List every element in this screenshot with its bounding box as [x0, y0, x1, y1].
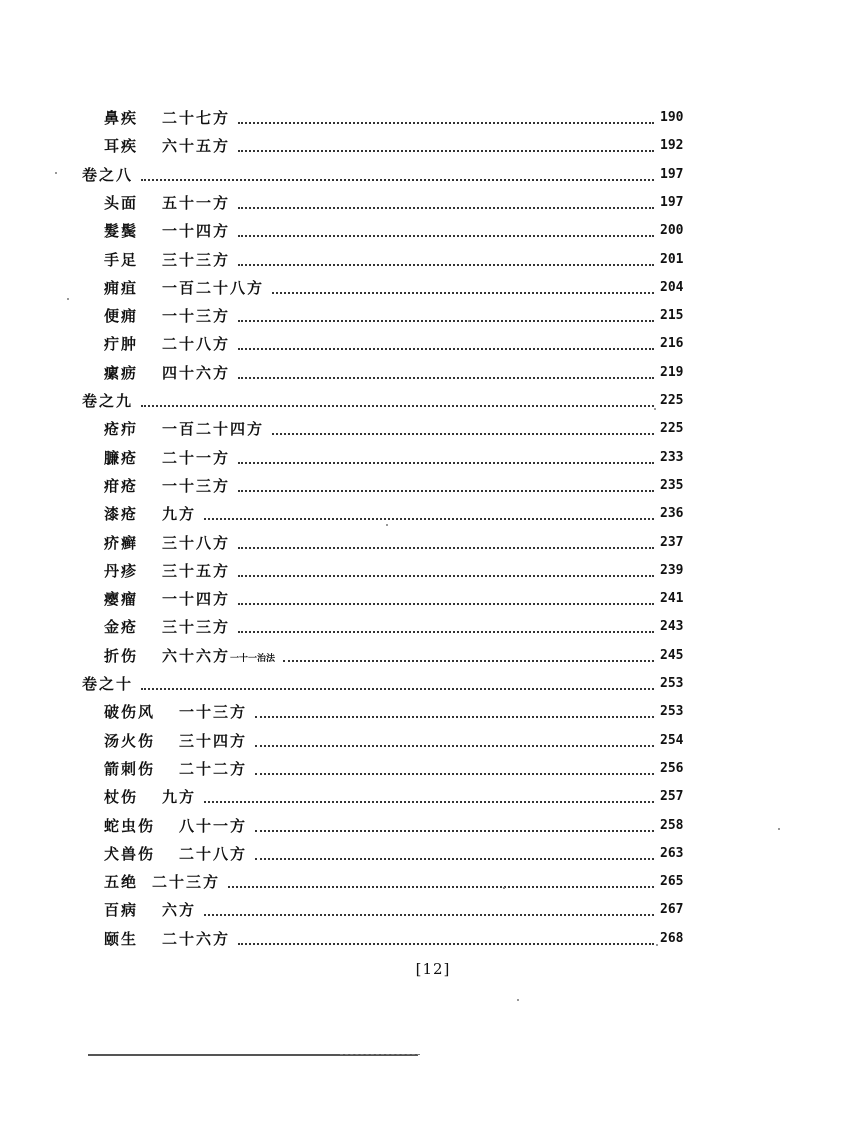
toc-entry-row: [0, 448, 866, 476]
toc-entry-row: [0, 136, 866, 164]
toc-entry-row: [0, 872, 866, 900]
toc-entry-row: [0, 250, 866, 278]
formula-count-text: 三十三方: [162, 618, 231, 637]
formula-count: [162, 562, 230, 580]
formula-count: [162, 222, 230, 240]
dot-leader: [238, 943, 654, 945]
category-name: 耳疾: [104, 137, 139, 156]
page-number: 200: [660, 223, 684, 239]
category-name: 髮鬓: [104, 222, 139, 241]
dot-leader: [238, 462, 654, 464]
toc-entry-row: [0, 900, 866, 928]
page-number: 256: [660, 760, 684, 776]
formula-count-text: 六方: [162, 901, 197, 920]
dot-leader: [238, 235, 654, 237]
dot-leader: [228, 886, 654, 888]
formula-count-text: 四十六方: [162, 363, 231, 382]
dot-leader: [255, 773, 654, 775]
toc-entry-label: [104, 759, 247, 779]
toc-entry-label: [104, 221, 230, 241]
toc-entry-label: [104, 476, 230, 496]
toc-entry-label: [104, 787, 196, 807]
volume-title: 卷之九: [82, 392, 134, 410]
formula-count-text: 九方: [162, 505, 197, 524]
category-name: 杖伤: [104, 788, 139, 807]
page-number: 257: [660, 789, 684, 805]
dot-leader: [238, 490, 654, 492]
scan-speck: [67, 298, 69, 300]
toc-entry-label: [104, 646, 275, 669]
formula-count-text: 三十五方: [162, 561, 231, 580]
category-name: 疔肿: [104, 335, 139, 354]
page-number: 263: [660, 845, 684, 861]
category-name: 瘿瘤: [104, 590, 139, 609]
category-name: 折伤: [104, 646, 139, 665]
dot-leader: [141, 405, 654, 407]
toc-entry-row: [0, 702, 866, 730]
category-name: 漆疮: [104, 505, 139, 524]
page-number: 225: [660, 393, 684, 408]
toc-entry-label: [104, 929, 230, 949]
scan-rule-line-tail: [340, 1054, 420, 1055]
dot-leader: [283, 660, 654, 662]
formula-count-text: 三十四方: [179, 731, 248, 750]
toc-entry-row: [0, 193, 866, 221]
page-number: 241: [660, 591, 684, 607]
category-name: 犬兽伤: [104, 844, 156, 863]
scan-speck: [468, 320, 470, 322]
toc-entry-label: [104, 504, 196, 524]
toc-entry-row: [0, 221, 866, 249]
toc-entry-row: [0, 589, 866, 617]
formula-count-text: 一十四方: [162, 590, 231, 609]
toc-entry-label: [104, 900, 196, 920]
category-name: 箭刺伤: [104, 759, 156, 778]
page-folio: [12]: [415, 960, 451, 978]
formula-count: [179, 703, 247, 721]
formula-count: [162, 534, 230, 552]
toc-entry-label: [104, 108, 230, 128]
category-name: 疮疖: [104, 420, 139, 439]
toc-entry-label: [82, 674, 133, 694]
dot-leader: [255, 745, 654, 747]
volume-title: 卷之十: [82, 675, 134, 693]
formula-count-text: 二十八方: [162, 335, 231, 354]
category-name: 汤火伤: [104, 731, 156, 750]
toc-entry-label: [104, 334, 230, 354]
toc-volume-row: [0, 391, 866, 419]
dot-leader: [238, 264, 654, 266]
category-name: 百病: [104, 901, 139, 920]
page-number: 239: [660, 562, 684, 578]
category-name: 破伤风: [104, 703, 156, 722]
formula-count: [162, 449, 230, 467]
toc-entry-row: [0, 278, 866, 306]
scan-speck: [778, 828, 780, 830]
category-name: 鼻疾: [104, 109, 139, 127]
formula-count: [162, 618, 230, 636]
dot-leader: [141, 688, 654, 690]
formula-count: [162, 420, 264, 438]
toc-entry-label: [104, 306, 230, 326]
page-number: 235: [660, 477, 684, 493]
page-number: 253: [660, 676, 684, 691]
toc-entry-label: [104, 617, 230, 637]
formula-count-text: 六十六方: [162, 646, 231, 665]
dot-leader: [204, 801, 654, 803]
formula-count-text: 一十三方: [179, 703, 248, 722]
toc-entry-label: [82, 165, 133, 185]
formula-count: [162, 930, 230, 948]
toc-entry-label: [82, 391, 133, 411]
toc-entry-row: [0, 929, 866, 957]
scan-speck: [386, 524, 388, 526]
toc-entry-label: [104, 193, 230, 213]
dot-leader: [238, 348, 654, 350]
formula-count: [179, 732, 247, 750]
toc-entry-label: [104, 844, 247, 864]
dot-leader: [255, 830, 654, 832]
formula-count-text: 三十八方: [162, 533, 231, 552]
scan-speck: [654, 408, 656, 410]
formula-count-text: 二十一方: [162, 448, 231, 467]
dot-leader: [272, 292, 654, 294]
dot-leader: [238, 122, 654, 124]
toc-entry-row: [0, 108, 866, 136]
toc-entry-label: [104, 250, 230, 270]
formula-count-text: 一十三方: [162, 476, 231, 495]
page-number: 192: [660, 138, 684, 154]
dot-leader: [238, 631, 654, 633]
category-name: 蛇虫伤: [104, 816, 156, 835]
formula-count: [179, 817, 247, 835]
formula-note: 一十一治法: [230, 653, 276, 664]
toc-entry-label: [104, 278, 264, 298]
toc-entry-row: [0, 844, 866, 872]
page-number: 268: [660, 930, 684, 946]
formula-count: [179, 760, 247, 778]
toc-entry-row: [0, 504, 866, 532]
toc-entry-row: [0, 646, 866, 674]
formula-count-text: 二十二方: [179, 759, 248, 778]
formula-count: [162, 647, 275, 665]
dot-leader: [204, 914, 654, 916]
toc-entry-label: [104, 363, 230, 383]
formula-count-text: 一百二十四方: [162, 420, 265, 439]
toc-entry-row: [0, 561, 866, 589]
formula-count-text: 六十五方: [162, 137, 231, 156]
formula-count-text: 一十四方: [162, 222, 231, 241]
page-number: 233: [660, 449, 684, 465]
page-number: 197: [660, 194, 684, 210]
toc-entry-label: [104, 589, 230, 609]
category-name: 痈疽: [104, 278, 139, 297]
toc-entry-row: [0, 334, 866, 362]
page-number: 190: [660, 110, 684, 125]
toc-entry-row: [0, 787, 866, 815]
formula-count-text: 一百二十八方: [162, 278, 265, 297]
toc-volume-row: [0, 674, 866, 702]
page-number: 254: [660, 732, 684, 748]
dot-leader: [238, 150, 654, 152]
dot-leader: [238, 547, 654, 549]
page-number: 253: [660, 704, 684, 720]
toc-entry-row: [0, 731, 866, 759]
formula-count: [162, 590, 230, 608]
formula-count: [162, 279, 264, 297]
page-number: 219: [660, 364, 684, 380]
formula-count: [162, 194, 230, 212]
scan-speck: [656, 944, 658, 946]
page-number: 201: [660, 251, 684, 267]
formula-count: [162, 335, 230, 353]
page-number: 243: [660, 619, 684, 635]
page-number: 236: [660, 506, 684, 522]
page-number: 216: [660, 336, 684, 352]
page-number: 258: [660, 817, 684, 833]
formula-count-text: 二十八方: [179, 844, 248, 863]
dot-leader: [141, 179, 654, 181]
formula-count-text: 二十七方: [162, 109, 231, 127]
category-name: 疳疮: [104, 476, 139, 495]
page-number: 237: [660, 534, 684, 550]
formula-count: [152, 873, 220, 891]
page-number: 267: [660, 902, 684, 918]
formula-count-text: 二十六方: [162, 929, 231, 948]
formula-count: [162, 505, 196, 523]
toc-entry-row: [0, 816, 866, 844]
formula-count: [162, 901, 196, 919]
category-name: 疥癣: [104, 533, 139, 552]
formula-count: [162, 364, 230, 382]
formula-count-text: 三十三方: [162, 250, 231, 269]
scan-speck: [503, 887, 505, 889]
formula-count-text: 一十三方: [162, 307, 231, 326]
category-name: 金疮: [104, 618, 139, 637]
dot-leader: [255, 858, 654, 860]
category-name: 手足: [104, 250, 139, 269]
category-name: 便痈: [104, 307, 139, 326]
category-name: 瘰疬: [104, 363, 139, 382]
formula-count: [179, 845, 247, 863]
dot-leader: [238, 207, 654, 209]
formula-count: [162, 788, 196, 806]
toc-entry-label: [104, 702, 247, 722]
category-name: 臁疮: [104, 448, 139, 467]
toc-entry-row: [0, 306, 866, 334]
category-name: 颐生: [104, 929, 139, 948]
dot-leader: [238, 377, 654, 379]
toc-entry-row: [0, 363, 866, 391]
dot-leader: [204, 518, 654, 520]
toc-entry-row: [0, 419, 866, 447]
dot-leader: [238, 575, 654, 577]
formula-count-text: 五十一方: [162, 193, 231, 212]
toc-entry-label: [104, 136, 230, 156]
page-number: 225: [660, 421, 684, 437]
category-name: 头面: [104, 193, 139, 212]
dot-leader: [238, 603, 654, 605]
dot-leader: [272, 433, 654, 435]
dot-leader: [255, 716, 654, 718]
category-name: 五绝: [104, 873, 139, 892]
toc-entry-label: [104, 731, 247, 751]
toc-entry-label: [104, 533, 230, 553]
scan-speck: [55, 172, 57, 174]
dot-leader: [238, 320, 654, 322]
toc-entry-row: [0, 476, 866, 504]
toc-entry-label: [104, 872, 220, 892]
page-number: 265: [660, 874, 684, 890]
page-number: 245: [660, 647, 684, 663]
page-number: 204: [660, 279, 684, 295]
formula-count: [162, 307, 230, 325]
category-name: 丹疹: [104, 561, 139, 580]
toc-entry-label: [104, 448, 230, 468]
formula-count-text: 九方: [162, 788, 197, 807]
formula-count-text: 八十一方: [179, 816, 248, 835]
toc-volume-row: [0, 165, 866, 193]
page-number: 215: [660, 308, 684, 324]
formula-count-text: 二十三方: [152, 873, 221, 892]
volume-title: 卷之八: [82, 165, 134, 184]
toc-entry-row: [0, 533, 866, 561]
formula-count: [162, 251, 230, 269]
toc-entry-label: [104, 816, 247, 836]
toc-entry-row: [0, 617, 866, 645]
formula-count: [162, 109, 230, 127]
scan-speck: [517, 999, 519, 1001]
page-number: 197: [660, 166, 684, 182]
formula-count: [162, 137, 230, 155]
toc-entry-label: [104, 561, 230, 581]
toc-entry-row: [0, 759, 866, 787]
toc-entry-label: [104, 419, 264, 439]
formula-count: [162, 477, 230, 495]
